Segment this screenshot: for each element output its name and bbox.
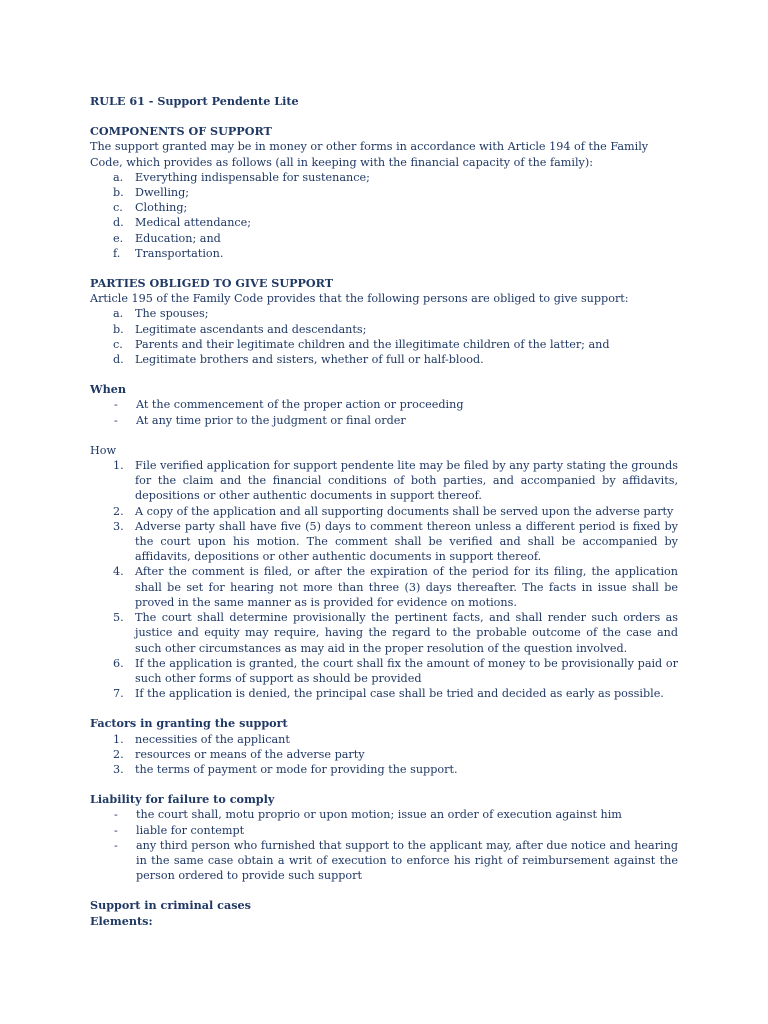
list-marker: 5. (113, 611, 124, 625)
list-item (90, 564, 678, 610)
list-item-text: the terms of payment or mode for providing the support. (135, 762, 458, 776)
when-heading: When (90, 382, 126, 397)
list-marker: b. (113, 322, 124, 336)
list-item (90, 686, 678, 701)
list-marker: a. (113, 170, 124, 184)
list-item-text: Adverse party shall have five (5) days to comment thereon unless a different period is fixed by the court upon his motion. The comment shall be verified and shall be accompanied by affidavits, depositions or other authentic documents in support thereof. (135, 519, 678, 564)
list-item-text: any third person who furnished that support to the applicant may, after due notice and hearing in the same case obtain a writ of execution to enforce his right of reimbursement against the person ordered to provide such support (136, 838, 678, 883)
list-item-text: Transportation. (135, 246, 224, 260)
list-item (90, 306, 678, 321)
list-marker: 2. (113, 747, 124, 761)
list-item (90, 747, 678, 762)
list-marker: d. (113, 353, 124, 367)
list-marker: 1. (113, 459, 124, 473)
list-item-text: After the comment is filed, or after the expiration of the period for its filing, the application shall be set for hearing not more than three (3) days thereafter. The facts in issue shall be proved in the same manner as is provided for evidence on motions. (135, 565, 678, 609)
document-body (90, 94, 678, 929)
list-marker: - (114, 838, 118, 852)
list-item (90, 807, 678, 822)
list-item (90, 170, 678, 185)
list-item-text: Legitimate ascendants and descendants; (135, 322, 367, 336)
when-list (90, 397, 678, 427)
list-item-text: Education; and (135, 231, 221, 245)
list-item-text: Parents and their legitimate children and the illegitimate children of the latter; and (135, 337, 610, 351)
list-item-text: Everything indispensable for sustenance; (135, 170, 370, 184)
list-item (90, 823, 678, 838)
list-item (90, 246, 678, 261)
list-item-text: At the commencement of the proper action or proceeding (136, 398, 464, 412)
list-marker: - (114, 398, 118, 412)
factors-heading: Factors in granting the support (90, 716, 288, 731)
list-item-text: A copy of the application and all supporting documents shall be served upon the adverse party (135, 504, 674, 518)
parties-intro: Article 195 of the Family Code provides that the following persons are obliged to give support: (90, 292, 629, 306)
list-item-text: The court shall determine provisionally the pertinent facts, and shall render such orders as justice and equity may require, having the regard to the probable outcome of the case and such other circumstances as may aid in the proper resolution of the question involved. (135, 611, 678, 655)
liability-list (90, 807, 678, 883)
list-item-text: the court shall, motu proprio or upon motion; issue an order of execution against him (136, 808, 622, 822)
list-item (90, 337, 678, 352)
list-marker: 1. (113, 732, 124, 746)
list-marker: - (114, 413, 118, 427)
list-item-text: If the application is granted, the court shall fix the amount of money to be provisionally paid or such other forms of support as should be provided (135, 656, 678, 685)
list-item (90, 215, 678, 230)
list-marker: f. (113, 246, 121, 260)
list-item-text: At any time prior to the judgment or final order (136, 413, 406, 427)
list-item (90, 397, 678, 412)
list-item-text: If the application is denied, the principal case shall be tried and decided as early as possible. (135, 687, 664, 701)
list-item-text: necessities of the applicant (135, 732, 290, 746)
list-item (90, 762, 678, 777)
list-item-text: Legitimate brothers and sisters, whether of full or half-blood. (135, 353, 484, 367)
list-item (90, 413, 678, 428)
how-heading: How (90, 443, 117, 457)
list-item-text: Dwelling; (135, 186, 190, 200)
list-marker: 7. (113, 687, 124, 701)
liability-heading: Liability for failure to comply (90, 792, 275, 807)
list-item-text: Medical attendance; (135, 216, 252, 230)
list-marker: 3. (113, 762, 124, 776)
list-item-text: Clothing; (135, 201, 188, 215)
components-intro: The support granted may be in money or other forms in accordance with Article 194 of the Family Code, which provides as follows (all in keeping with the financial capacity of the family): (90, 140, 649, 169)
list-item (90, 519, 678, 565)
how-list (90, 458, 678, 701)
list-marker: - (114, 808, 118, 822)
list-marker: 2. (113, 504, 124, 518)
list-marker: c. (113, 337, 123, 351)
list-marker: e. (113, 231, 124, 245)
factors-list (90, 732, 678, 778)
list-item (90, 200, 678, 215)
list-item (90, 352, 678, 367)
parties-list (90, 306, 678, 367)
document-title: RULE 61 - Support Pendente Lite (90, 94, 299, 108)
list-marker: 3. (113, 519, 124, 533)
list-item (90, 185, 678, 200)
parties-heading: PARTIES OBLIGED TO GIVE SUPPORT (90, 276, 334, 291)
criminal-heading: Support in criminal cases (90, 898, 251, 913)
list-item (90, 504, 678, 519)
list-item (90, 458, 678, 504)
list-item (90, 231, 678, 246)
list-item (90, 656, 678, 686)
list-item (90, 322, 678, 337)
list-item-text: The spouses; (135, 307, 209, 321)
components-heading: COMPONENTS OF SUPPORT (90, 124, 272, 139)
components-list (90, 170, 678, 261)
list-marker: 4. (113, 565, 124, 579)
list-item (90, 732, 678, 747)
list-item-text: liable for contempt (136, 823, 245, 837)
list-marker: d. (113, 216, 124, 230)
list-item (90, 610, 678, 656)
list-item-text: File verified application for support pendente lite may be filed by any party stating the grounds for the claim and the financial conditions of both parties, and accompanied by affidavits, depositions or other authentic documents in support thereof. (135, 459, 678, 503)
list-item (90, 838, 678, 884)
list-marker: b. (113, 186, 124, 200)
list-item-text: resources or means of the adverse party (135, 747, 365, 761)
list-marker: 6. (113, 656, 124, 670)
list-marker: c. (113, 201, 123, 215)
list-marker: - (114, 823, 118, 837)
list-marker: a. (113, 307, 124, 321)
criminal-elements-label: Elements: (90, 913, 153, 928)
